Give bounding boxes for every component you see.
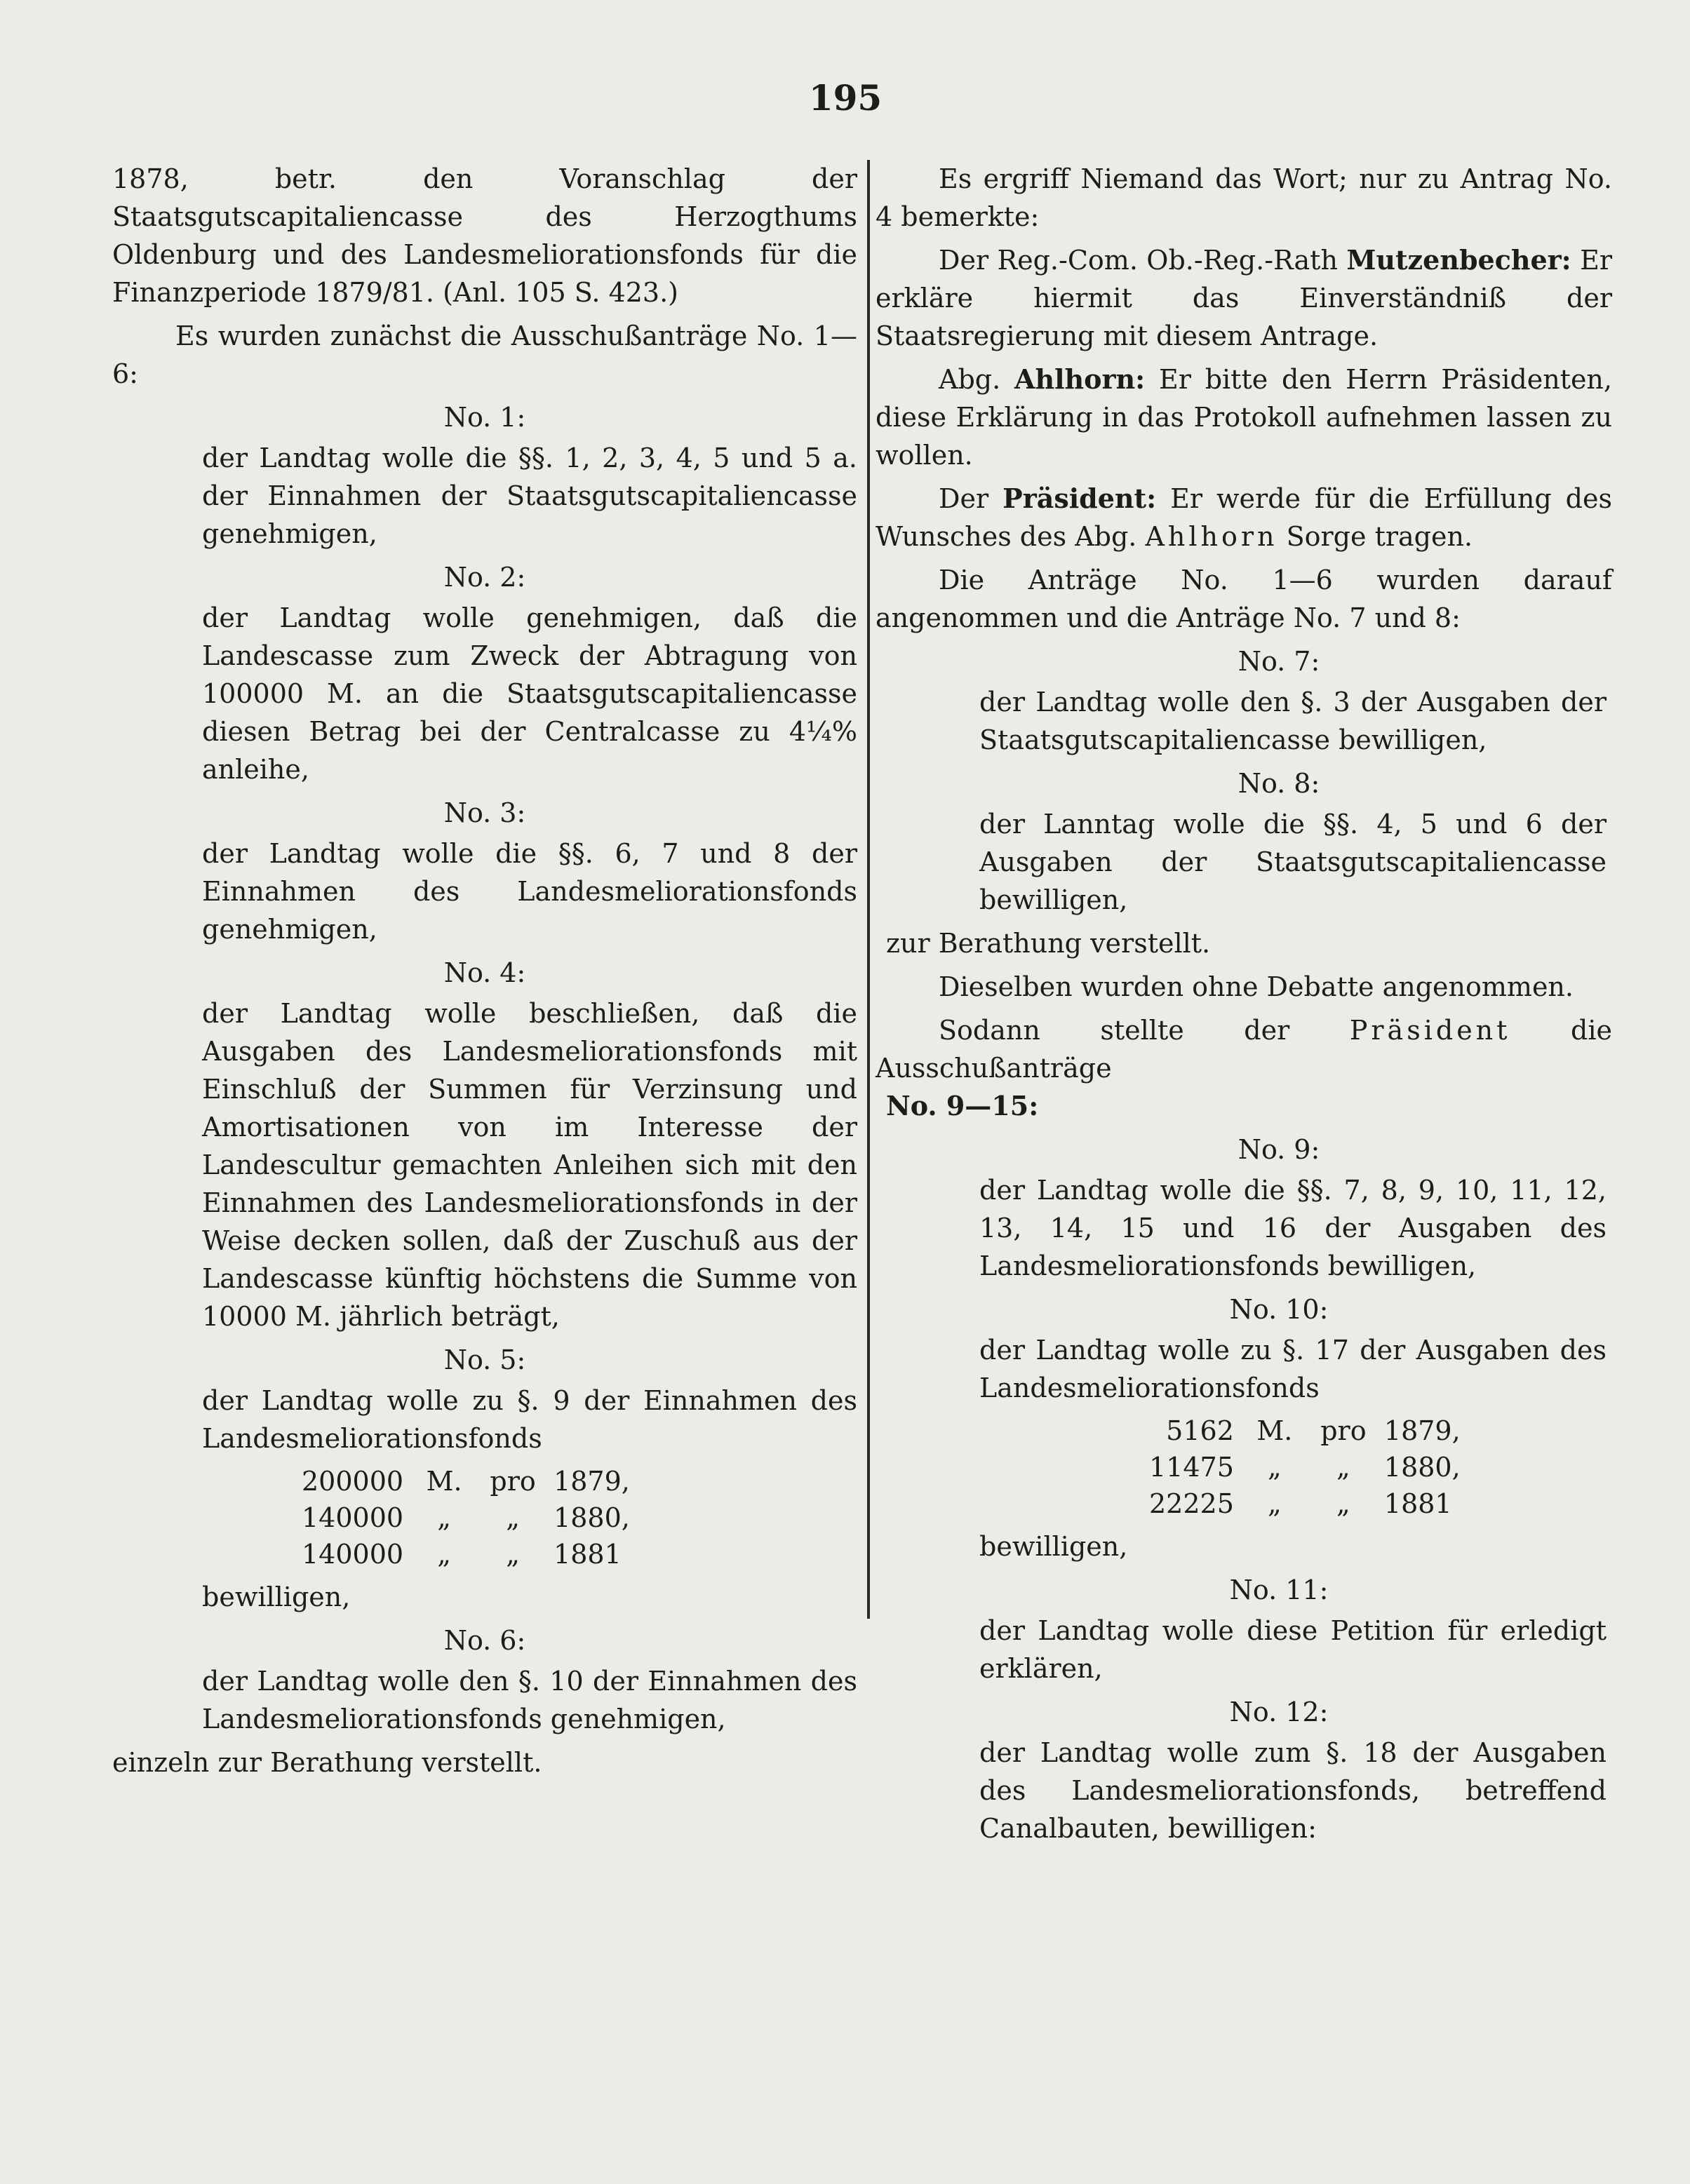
speaker-title: Der Reg.-Com. Ob.-Reg.-Rath — [939, 245, 1338, 276]
pro-cell: pro — [1320, 1415, 1367, 1446]
year-cell: 1881 — [554, 1539, 622, 1570]
table-row — [302, 1499, 643, 1536]
pro-cell: „ — [1336, 1488, 1350, 1519]
pro-cell: „ — [506, 1539, 520, 1570]
item-text: der Landtag wolle die §§. 6, 7 und 8 der Einnahmen des Landesmeliorationsfonds genehmigen, — [202, 838, 857, 945]
unit-cell: „ — [437, 1502, 451, 1533]
item-text: der Landtag wolle diese Petition für erledigt erklären, — [979, 1615, 1607, 1684]
speech-end: Sorge tragen. — [1286, 521, 1473, 552]
amount-cell: 11475 — [1149, 1452, 1234, 1483]
spaced-name: Ahlhorn — [1145, 521, 1278, 552]
item-text: der Landtag wolle den §. 10 der Einnahmen des Landesmeliorationsfonds genehmigen, — [202, 1666, 857, 1734]
year-cell: 1879, — [554, 1466, 630, 1497]
table-row — [302, 1463, 643, 1499]
item-number: No. 5: — [443, 1344, 526, 1375]
amount-cell: 22225 — [1149, 1488, 1234, 1519]
year-cell: 1879, — [1383, 1415, 1461, 1446]
closing-line: einzeln zur Berathung verstellt. — [112, 1747, 542, 1778]
amount-table-10 — [1149, 1413, 1473, 1522]
speaker-name: Mutzenbecher: — [1346, 244, 1571, 276]
item-range: No. 9—15: — [886, 1090, 1039, 1121]
speaker-paragraph — [876, 360, 1612, 474]
paragraph: zur Berathung verstellt. — [886, 928, 1211, 959]
year-cell: 1880, — [1383, 1452, 1461, 1483]
paragraph — [876, 1011, 1612, 1087]
item-number: No. 3: — [443, 797, 526, 828]
speaker-name: Präsident: — [1002, 483, 1157, 514]
amount-cell: 5162 — [1166, 1415, 1234, 1446]
unit-cell: „ — [1268, 1488, 1282, 1519]
paragraph-start: Sodann stellte der — [939, 1015, 1290, 1046]
item-number: No. 12: — [1229, 1697, 1329, 1727]
column-divider — [867, 160, 870, 1619]
paragraph: Es ergriff Niemand das Wort; nur zu Antrag No. 4 bemerkte: — [876, 163, 1612, 232]
item-number: No. 7: — [1238, 646, 1320, 677]
item-number: No. 11: — [1229, 1575, 1329, 1605]
amount-cell: 140000 — [302, 1502, 404, 1533]
speech-text: Er werde für die Erfüllung des Wunsches des Abg. — [876, 483, 1612, 552]
item-number: No. 6: — [443, 1625, 526, 1656]
item-text: der Landtag wolle genehmigen, daß die Landescasse zum Zweck der Abtragung von 100000 M. an die Staatsgutscapitaliencasse diesen Betrag bei der Centralcasse zu 4¼% anleihe, — [202, 602, 857, 785]
item-text: der Lanntag wolle die §§. 4, 5 und 6 der Ausgaben der Staatsgutscapitaliencasse bewilligen, — [979, 809, 1607, 915]
item-text: der Landtag wolle zu §. 17 der Ausgaben des Landesmeliorationsfonds — [979, 1335, 1607, 1403]
speech-text: Er erkläre hiermit das Einverständniß der Staatsregierung mit diesem Antrage. — [876, 245, 1612, 351]
paragraph: Die Anträge No. 1—6 wurden darauf angenommen und die Anträge No. 7 und 8: — [876, 565, 1612, 633]
unit-cell: M. — [426, 1466, 462, 1497]
pro-cell: „ — [506, 1502, 520, 1533]
speech-text: Er bitte den Herrn Präsidenten, diese Erklärung in das Protokoll aufnehmen lassen zu wollen. — [876, 364, 1612, 471]
lead-paragraph: Es wurden zunächst die Ausschußanträge No. 1—6: — [112, 321, 857, 389]
after-table-text: bewilligen, — [979, 1531, 1128, 1562]
pro-cell: „ — [1336, 1452, 1350, 1483]
speaker-paragraph — [876, 241, 1612, 355]
table-row — [1149, 1449, 1473, 1485]
item-number: No. 4: — [443, 957, 526, 988]
item-number: No. 9: — [1238, 1134, 1320, 1165]
table-row — [1149, 1485, 1473, 1522]
unit-cell: „ — [1268, 1452, 1282, 1483]
item-text: der Landtag wolle den §. 3 der Ausgaben der Staatsgutscapitaliencasse bewilligen, — [979, 687, 1607, 755]
intro-paragraph: 1878, betr. den Voranschlag der Staatsgutscapitaliencasse des Herzogthums Oldenburg und des Landesmeliorationsfonds für die Finanzperiode 1879/81. (Anl. 105 S. 423.) — [112, 163, 857, 308]
item-text: der Landtag wolle zum §. 18 der Ausgaben des Landesmeliorationsfonds, betreffend Canalbauten, bewilligen: — [979, 1737, 1607, 1844]
item-number: No. 8: — [1238, 768, 1320, 799]
year-cell: 1881 — [1383, 1488, 1452, 1519]
speaker-paragraph — [876, 480, 1612, 555]
speaker-title: Der — [939, 483, 989, 514]
item-text: der Landtag wolle die §§. 7, 8, 9, 10, 11, 12, 13, 14, 15 und 16 der Ausgaben des Landesmeliorationsfonds bewilligen, — [979, 1175, 1607, 1281]
paragraph-end: die Ausschußanträge — [876, 1015, 1612, 1084]
item-number: No. 10: — [1229, 1294, 1329, 1325]
speaker-title: Abg. — [939, 364, 1001, 395]
table-row — [302, 1536, 643, 1572]
amount-cell: 140000 — [302, 1539, 404, 1570]
item-number: No. 1: — [443, 402, 526, 433]
unit-cell: „ — [437, 1539, 451, 1570]
item-text: der Landtag wolle beschließen, daß die Ausgaben des Landesmeliorationsfonds mit Einschluß der Summen für Verzinsung und Amortisationen von im Interesse der Landescultur gemachten Anleihen sich mit den Einnahmen des Landesmeliorationsfonds in der Weise decken sollen, daß der Zuschuß aus der Landescasse künftig höchstens die Summe von 10000 M. jährlich beträgt, — [202, 998, 857, 1332]
item-text: der Landtag wolle zu §. 9 der Einnahmen des Landesmeliorationsfonds — [202, 1385, 857, 1454]
left-column — [112, 160, 857, 1787]
right-column — [876, 160, 1612, 1853]
amount-cell: 200000 — [302, 1466, 404, 1497]
paragraph: Dieselben wurden ohne Debatte angenommen. — [939, 971, 1574, 1002]
speaker-name: Ahlhorn: — [1014, 363, 1146, 395]
unit-cell: M. — [1256, 1415, 1293, 1446]
table-row — [1149, 1413, 1473, 1449]
spaced-name: Präsident — [1349, 1015, 1511, 1046]
amount-table-5 — [302, 1463, 643, 1572]
pro-cell: pro — [490, 1466, 536, 1497]
year-cell: 1880, — [554, 1502, 630, 1533]
item-text: der Landtag wolle die §§. 1, 2, 3, 4, 5 und 5 a. der Einnahmen der Staatsgutscapitaliencasse genehmigen, — [202, 443, 857, 549]
item-number: No. 2: — [443, 562, 526, 593]
page-number: 195 — [808, 77, 883, 119]
after-table-text: bewilligen, — [202, 1582, 351, 1612]
